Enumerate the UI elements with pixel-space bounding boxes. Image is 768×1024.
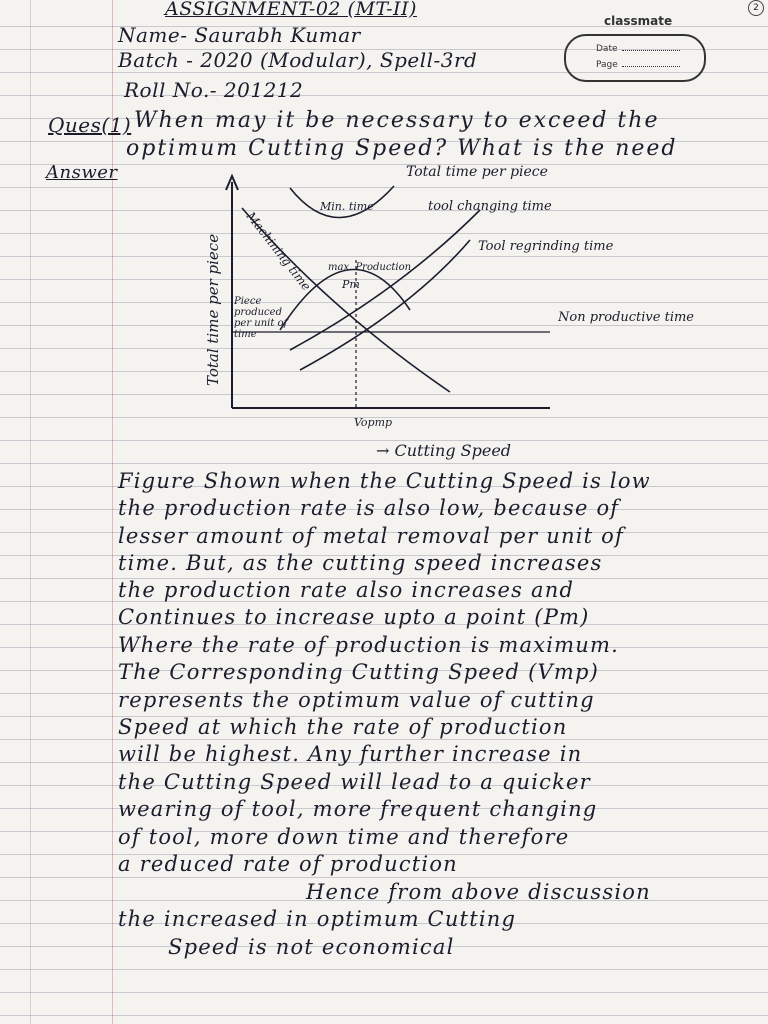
- roll-number: Roll No.- 201212: [124, 78, 304, 102]
- tool-regrinding-label: Tool regrinding time: [478, 239, 614, 254]
- question-line-2: optimum Cutting Speed? What is the need: [126, 136, 678, 161]
- non-productive-label-box: [558, 310, 708, 350]
- margin-rule: [112, 0, 113, 1024]
- answer-line: wearing of tool, more frequent changing: [118, 797, 598, 821]
- classmate-logo: [556, 14, 706, 84]
- cutting-speed-diagram: [180, 160, 720, 460]
- machining-time-label: Machining time: [243, 209, 314, 294]
- date-label: Date: [596, 44, 680, 54]
- min-time-label: Min. time: [320, 200, 374, 213]
- answer-line: the production rate is also low, because of: [118, 496, 620, 520]
- tool-changing-curve: [290, 210, 480, 350]
- date-page-box: [564, 34, 706, 82]
- answer-line: the Cutting Speed will lead to a quicker: [118, 770, 591, 794]
- answer-line: Figure Shown when the Cutting Speed is low: [118, 469, 651, 493]
- conclusion-line-3: Speed is not economical: [168, 935, 455, 959]
- top-label: Total time per piece: [406, 164, 548, 180]
- answer-line: Where the rate of production is maximum.: [118, 633, 619, 657]
- answer-line: will be highest. Any further increase in: [118, 742, 583, 766]
- answer-line: lesser amount of metal removal per unit of: [118, 524, 624, 548]
- answer-line: of tool, more down time and therefore: [118, 825, 570, 849]
- answer-line: The Corresponding Cutting Speed (Vmp): [118, 660, 599, 684]
- question-label: Ques(1): [48, 113, 132, 137]
- answer-line: time. But, as the cutting speed increases: [118, 551, 603, 575]
- tool-regrinding-curve: [300, 240, 470, 370]
- max-production-label: max. Production: [328, 262, 412, 273]
- pm-label: Pm: [342, 278, 360, 291]
- batch-info: Batch - 2020 (Modular), Spell-3rd: [118, 48, 478, 72]
- left-margin-rule: [30, 0, 31, 1024]
- pieces-produced-label-box: [234, 296, 296, 360]
- page-label: Page: [596, 60, 680, 70]
- non-productive-label: Non productive time: [558, 310, 694, 325]
- question-line-1: When may it be necessary to exceed the: [134, 108, 660, 133]
- page-number-circle: 2: [748, 0, 764, 16]
- y-axis-label: Total time per piece: [204, 233, 222, 386]
- answer-line: Speed at which the rate of production: [118, 715, 568, 739]
- answer-line: a reduced rate of production: [118, 852, 458, 876]
- answer-line: Continues to increase upto a point (Pm): [118, 605, 590, 629]
- assignment-title: ASSIGNMENT-02 (MT-II): [165, 0, 417, 20]
- brand-name: classmate: [604, 14, 673, 28]
- conclusion-line-1: Hence from above discussion: [306, 880, 651, 904]
- x-tick-vopmp: Vopmp: [354, 416, 393, 429]
- x-axis-label: → Cutting Speed: [376, 441, 512, 460]
- tool-changing-label: tool changing time: [428, 199, 552, 214]
- answer-label: Answer: [46, 162, 118, 183]
- answer-line: represents the optimum value of cutting: [118, 688, 595, 712]
- student-name: Name- Saurabh Kumar: [118, 23, 361, 47]
- conclusion-line-2: the increased in optimum Cutting: [118, 907, 517, 931]
- answer-line: the production rate also increases and: [118, 578, 575, 602]
- pieces-produced-label: Piece produced per unit of time: [234, 296, 288, 340]
